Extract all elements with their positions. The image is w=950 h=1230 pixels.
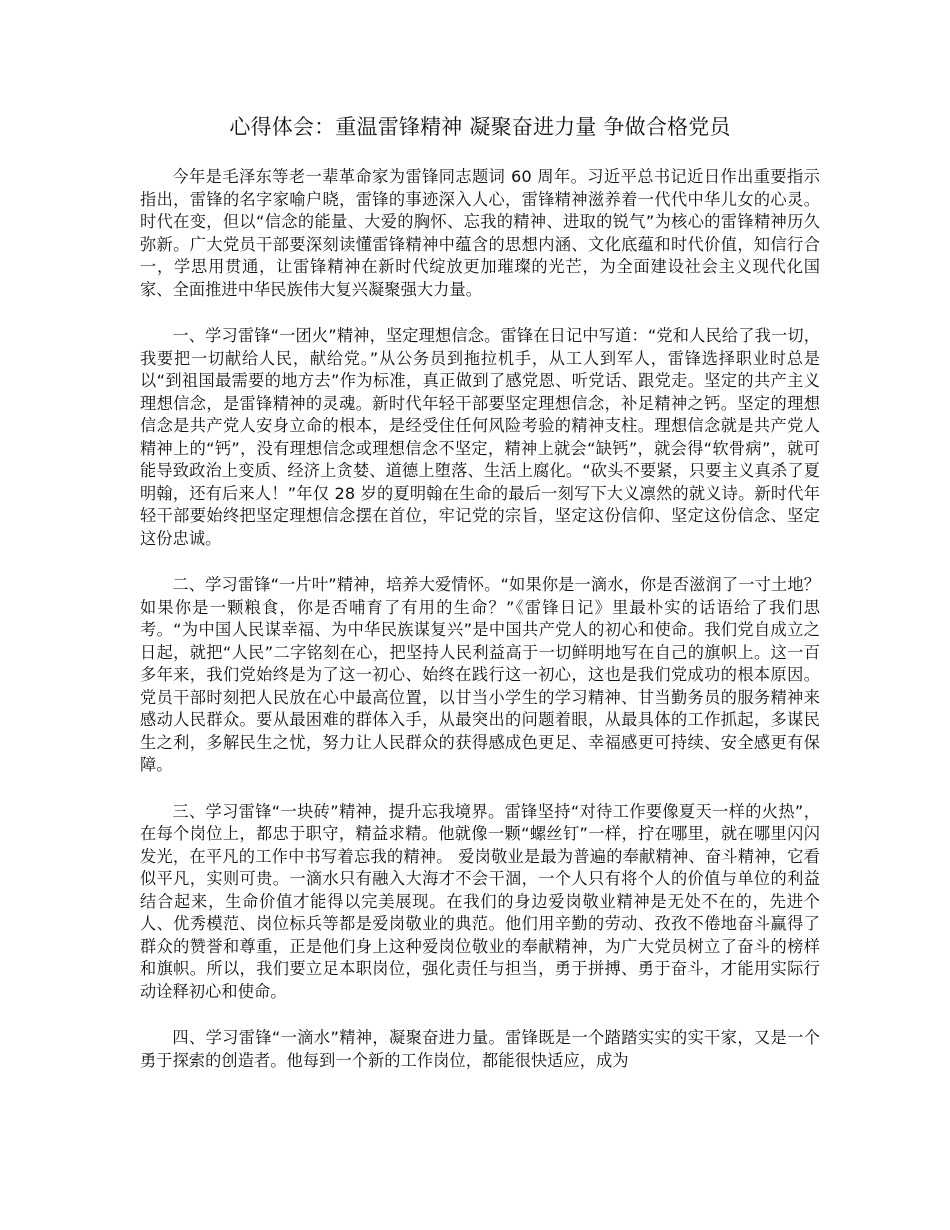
document-page xyxy=(140,112,820,1096)
paragraph-section-1: 一、学习雷锋“一团火”精神，坚定理想信念。雷锋在日记中写道：“党和人民给了我一切，我要把一切献给人民，献给党。”从公务员到拖拉机手，从工人到军人，雷锋选择职业时总是以“到祖国最需要的地方去”作为标准，真正做到了感党恩、听党话、跟党走。坚定的共产主义理想信念，是雷锋精神的灵魂。新时代年轻干部要坚定理想信念，补足精神之钙。坚定的理想信念是共产党人安身立命的根本，是经受住任何风险考验的精神支柱。理想信念就是共产党人精神上的“钙”，没有理想信念或理想信念不坚定，精神上就会“缺钙”，就会得“软骨病”，就可能导致政治上变质、经济上贪婪、道德上堕落、生活上腐化。“砍头不要紧，只要主义真杀了夏明翰，还有后来人！”年仅 28 岁的夏明翰在生命的最后一刻写下大义凛然的就义诗。新时代年轻干部要始终把坚定理想信念摆在首位，牢记党的宗旨，坚定这份信仰、坚定这份信念、坚定这份忠诚。 xyxy=(140,326,820,548)
paragraph-section-4: 四、学习雷锋“一滴水”精神，凝聚奋进力量。雷锋既是一个踏踏实实的实干家，又是一个勇于探索的创造者。他每到一个新的工作岗位，都能很快适应，成为 xyxy=(140,1028,820,1070)
paragraph-section-2: 二、学习雷锋“一片叶”精神，培养大爱情怀。“如果你是一滴水，你是否滋润了一寸土地？如果你是一颗粮食，你是否哺育了有用的生命？”《雷锋日记》里最朴实的话语给了我们思考。“为中国人民谋幸福、为中华民族谋复兴”是中国共产党人的初心和使命。我们党自成立之日起，就把“人民”二字铭刻在心，把坚持人民利益高于一切鲜明地写在自己的旗帜上。这一百多年来，我们党始终是为了这一初心、始终在践行这一初心，这也是我们党成功的根本原因。党员干部时刻把人民放在心中最高位置，以甘当小学生的学习精神、甘当勤务员的服务精神来感动人民群众。要从最困难的群体入手，从最突出的问题着眼，从最具体的工作抓起，多谋民生之利，多解民生之忧，努力让人民群众的获得感成色更足、幸福感更可持续、安全感更有保障。 xyxy=(140,575,820,774)
paragraph-section-3: 三、学习雷锋“一块砖”精神，提升忘我境界。雷锋坚持“对待工作要像夏天一样的火热”，在每个岗位上，都忠于职守，精益求精。他就像一颗“螺丝钉”一样，拧在哪里，就在哪里闪闪发光，在平凡的工作中书写着忘我的精神。 爱岗敬业是最为普遍的奉献精神、奋斗精神，它看似平凡，实则可贵。一滴水只有融入大海才不会干涸，一个人只有将个人的价值与单位的利益结合起来，生命价值才能得以完美展现。在我们的身边爱岗敬业精神是无处不在的，先进个人、优秀模范、岗位标兵等都是爱岗敬业的典范。他们用辛勤的劳动、孜孜不倦地奋斗赢得了群众的赞誉和尊重，正是他们身上这种爱岗位敬业的奉献精神，为广大党员树立了奋斗的榜样和旗帜。所以，我们要立足本职岗位，强化责任与担当，勇于拼搏、勇于奋斗，才能用实际行动诠释初心和使命。 xyxy=(140,801,820,1001)
paragraph-intro: 今年是毛泽东等老一辈革命家为雷锋同志题词 60 周年。习近平总书记近日作出重要指示指出，雷锋的名字家喻户晓，雷锋的事迹深入人心，雷锋精神滋养着一代代中华儿女的心灵。时代在变，但以“信念的能量、大爱的胸怀、忘我的精神、进取的锐气”为核心的雷锋精神历久弥新。广大党员干部要深刻读懂雷锋精神中蕴含的思想内涵、文化底蕴和时代价值，知信行合一，学思用贯通，让雷锋精神在新时代绽放更加璀璨的光芒，为全面建设社会主义现代化国家、全面推进中华民族伟大复兴凝聚强大力量。 xyxy=(140,167,820,299)
document-title: 心得体会：重温雷锋精神 凝聚奋进力量 争做合格党员 xyxy=(229,115,731,139)
